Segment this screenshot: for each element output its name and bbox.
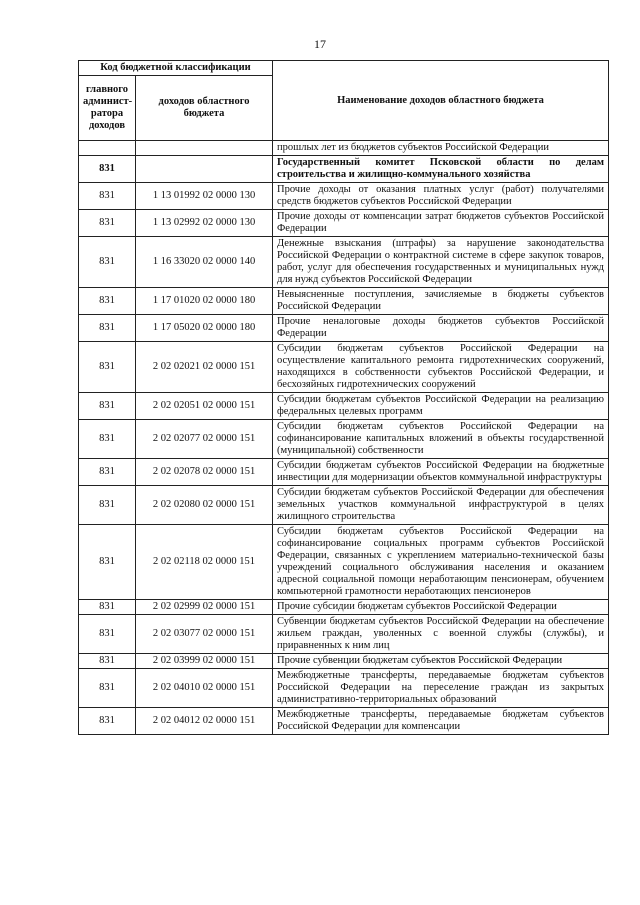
table-row: [79, 525, 609, 600]
cell-admin: 831: [79, 525, 136, 600]
cell-name: Межбюджетные трансферты, передаваемые бюджетам субъектов Российской Федерации для компенсации: [273, 708, 609, 735]
budget-classification-table: [78, 60, 609, 735]
header-admin: главного админист-ратора доходов: [79, 76, 136, 141]
table-body: [79, 141, 609, 735]
cell-admin: [79, 141, 136, 156]
cell-admin: 831: [79, 654, 136, 669]
cell-code: 2 02 02051 02 0000 151: [136, 393, 273, 420]
cell-admin: 831: [79, 600, 136, 615]
cell-name: Прочие доходы от оказания платных услуг (работ) получателями средств бюджетов субъектов Российской Федерации: [273, 183, 609, 210]
cell-code: [136, 141, 273, 156]
table-row: [79, 210, 609, 237]
cell-name: Субвенции бюджетам субъектов Российской Федерации на обеспечение жильем граждан, уволенных с военной службы (службы), и приравненных к ним лиц: [273, 615, 609, 654]
cell-code: 1 16 33020 02 0000 140: [136, 237, 273, 288]
cell-admin: 831: [79, 708, 136, 735]
cell-admin: 831: [79, 420, 136, 459]
cell-admin: 831: [79, 237, 136, 288]
cell-code: 2 02 02077 02 0000 151: [136, 420, 273, 459]
cell-code: 2 02 02080 02 0000 151: [136, 486, 273, 525]
cell-code: 2 02 02078 02 0000 151: [136, 459, 273, 486]
cell-name: Субсидии бюджетам субъектов Российской Федерации для обеспечения земельных участков коммунальной инфраструктурой в целях жилищного строительства: [273, 486, 609, 525]
table-row: [79, 459, 609, 486]
cell-admin: 831: [79, 342, 136, 393]
cell-code: 2 02 03077 02 0000 151: [136, 615, 273, 654]
cell-admin: 831: [79, 393, 136, 420]
cell-name: Субсидии бюджетам субъектов Российской Федерации на бюджетные инвестиции для модернизации объектов коммунальной инфраструктуры: [273, 459, 609, 486]
cell-name: Прочие доходы от компенсации затрат бюджетов субъектов Российской Федерации: [273, 210, 609, 237]
header-code: доходов областного бюджета: [136, 76, 273, 141]
table-row: [79, 342, 609, 393]
cell-name: Субсидии бюджетам субъектов Российской Федерации на реализацию федеральных целевых программ: [273, 393, 609, 420]
table-row: [79, 141, 609, 156]
table-row: [79, 669, 609, 708]
cell-code: 2 02 03999 02 0000 151: [136, 654, 273, 669]
cell-code: [136, 156, 273, 183]
table-row: [79, 237, 609, 288]
cell-code: 2 02 02118 02 0000 151: [136, 525, 273, 600]
cell-code: 2 02 04012 02 0000 151: [136, 708, 273, 735]
cell-admin: 831: [79, 210, 136, 237]
cell-admin: 831: [79, 183, 136, 210]
cell-name: Субсидии бюджетам субъектов Российской Федерации на осуществление капитального ремонта гидротехнических сооружений, находящихся в собственности субъектов Российской Федерации, и бесхозяйных гидротехнических сооружений: [273, 342, 609, 393]
table-row: [79, 420, 609, 459]
cell-name: Невыясненные поступления, зачисляемые в бюджеты субъектов Российской Федерации: [273, 288, 609, 315]
cell-admin: 831: [79, 288, 136, 315]
table-row: [79, 486, 609, 525]
table-row: [79, 288, 609, 315]
cell-code: 1 13 01992 02 0000 130: [136, 183, 273, 210]
table-row: [79, 315, 609, 342]
cell-name: прошлых лет из бюджетов субъектов Российской Федерации: [273, 141, 609, 156]
cell-code: 2 02 02021 02 0000 151: [136, 342, 273, 393]
table-row: [79, 615, 609, 654]
cell-name: Межбюджетные трансферты, передаваемые бюджетам субъектов Российской Федерации на переселение граждан из закрытых административно-территориальных образований: [273, 669, 609, 708]
cell-name: Государственный комитет Псковской области по делам строительства и жилищно-коммунального хозяйства: [273, 156, 609, 183]
cell-admin: 831: [79, 486, 136, 525]
cell-name: Денежные взыскания (штрафы) за нарушение законодательства Российской Федерации о контрактной системе в сфере закупок товаров, работ, услуг для обеспечения государственных и муниципальных нужд для нужд субъектов Российской Федерации: [273, 237, 609, 288]
cell-code: 1 13 02992 02 0000 130: [136, 210, 273, 237]
cell-code: 2 02 02999 02 0000 151: [136, 600, 273, 615]
table-row: [79, 654, 609, 669]
table-header-row: [79, 61, 609, 76]
cell-name: Субсидии бюджетам субъектов Российской Федерации на софинансирование капитальных вложений в объекты государственной (муниципальной) собственности: [273, 420, 609, 459]
table-row: [79, 183, 609, 210]
table-row: [79, 708, 609, 735]
cell-name: Субсидии бюджетам субъектов Российской Федерации на софинансирование социальных программ субъектов Российской Федерации, связанных с укреплением материально-технической базы учреждений социального обслуживания населения и оказанием адресной социальной помощи неработающим пенсионерам, обучением компьютерной грамотности неработающих пенсионеров: [273, 525, 609, 600]
cell-name: Прочие субвенции бюджетам субъектов Российской Федерации: [273, 654, 609, 669]
table-row: [79, 600, 609, 615]
cell-code: 1 17 01020 02 0000 180: [136, 288, 273, 315]
table-row: [79, 393, 609, 420]
header-group: Код бюджетной классификации: [79, 61, 273, 76]
cell-code: 1 17 05020 02 0000 180: [136, 315, 273, 342]
cell-code: 2 02 04010 02 0000 151: [136, 669, 273, 708]
cell-admin: 831: [79, 615, 136, 654]
cell-admin: 831: [79, 315, 136, 342]
table-row: [79, 156, 609, 183]
header-name: Наименование доходов областного бюджета: [273, 61, 609, 141]
page-number: 17: [314, 37, 326, 51]
cell-name: Прочие неналоговые доходы бюджетов субъектов Российской Федерации: [273, 315, 609, 342]
cell-name: Прочие субсидии бюджетам субъектов Российской Федерации: [273, 600, 609, 615]
cell-admin: 831: [79, 156, 136, 183]
cell-admin: 831: [79, 669, 136, 708]
cell-admin: 831: [79, 459, 136, 486]
